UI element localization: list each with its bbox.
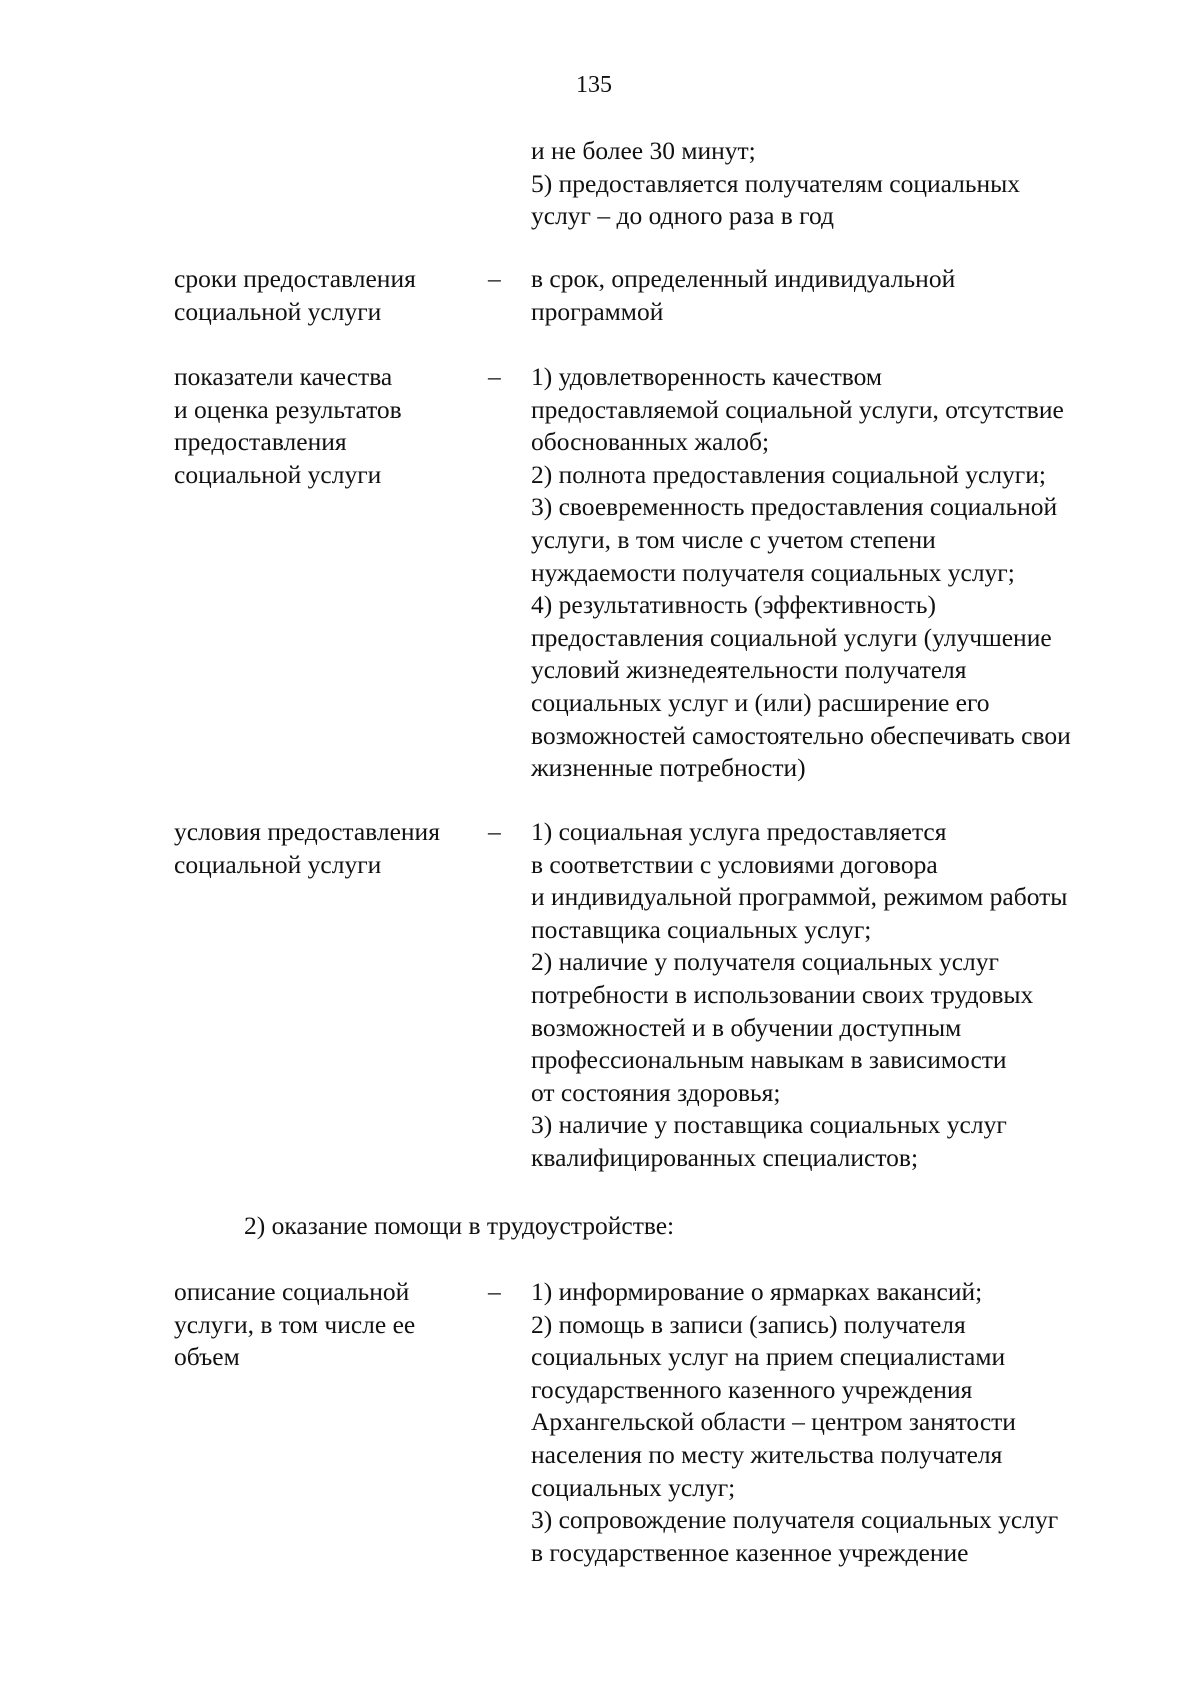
- text-line: социальных услуг на прием специалистами: [531, 1342, 1006, 1372]
- text-line: от состояния здоровья;: [531, 1077, 781, 1107]
- text-line: 1) удовлетворенность качеством: [531, 362, 883, 391]
- text-line: показатели качества: [174, 362, 393, 391]
- text-line: возможностей и в обучении доступным: [531, 1012, 962, 1042]
- entry-dash: –: [488, 1277, 501, 1306]
- entry-label: [174, 263, 474, 328]
- text-line: обоснованных жалоб;: [531, 427, 770, 457]
- text-line: нуждаемости получателя социальных услуг;: [531, 557, 1015, 587]
- text-line: программой: [531, 296, 664, 326]
- text-line: предоставления социальной услуги (улучшение: [531, 622, 1052, 652]
- text-line: Архангельской области – центром занятости: [531, 1407, 1016, 1437]
- text-line: в соответствии с условиями договора: [531, 849, 938, 879]
- text-line: 3) сопровождение получателя социальных услуг: [531, 1505, 1059, 1535]
- entry-label: [174, 1276, 474, 1374]
- text-line: услуги, в том числе ее: [174, 1309, 416, 1339]
- text-line: социальной услуги: [174, 849, 382, 879]
- text-line: государственного казенного учреждения: [531, 1374, 973, 1404]
- text-line: социальных услуг и (или) расширение его: [531, 687, 990, 717]
- entry-dash: –: [488, 817, 501, 846]
- text-line: профессиональным навыкам в зависимости: [531, 1045, 1007, 1075]
- section-subheading: 2) оказание помощи в трудоустройстве:: [244, 1211, 675, 1240]
- text-line: условия предоставления: [174, 817, 440, 846]
- text-line: социальной услуги: [174, 459, 382, 489]
- entry-label: [174, 816, 474, 881]
- entry-dash: –: [488, 264, 501, 293]
- text-line: в государственное казенное учреждение: [531, 1537, 969, 1567]
- text-line: описание социальной: [174, 1277, 410, 1306]
- text-line: 1) информирование о ярмарках вакансий;: [531, 1277, 983, 1306]
- text-line: потребности в использовании своих трудовых: [531, 979, 1034, 1009]
- text-line: 3) своевременность предоставления социальной: [531, 492, 1058, 522]
- entry-value: [531, 263, 1151, 328]
- entry-value: [531, 1276, 1151, 1569]
- text-line: предоставления: [174, 427, 347, 457]
- text-line: сроки предоставления: [174, 264, 416, 293]
- entry-value: [531, 816, 1151, 1175]
- text-line: условий жизнедеятельности получателя: [531, 655, 967, 685]
- text-line: 2) помощь в записи (запись) получателя: [531, 1309, 966, 1339]
- text-line: социальных услуг;: [531, 1472, 736, 1502]
- entry-dash: –: [488, 362, 501, 391]
- text-line: 4) результативность (эффективность): [531, 590, 936, 620]
- text-line: услуги, в том числе с учетом степени: [531, 524, 936, 554]
- text-line: объем: [174, 1342, 240, 1372]
- text-line: и не более 30 минут;: [531, 136, 756, 165]
- text-line: услуг – до одного раза в год: [531, 201, 834, 231]
- text-line: жизненные потребности): [531, 753, 806, 783]
- text-line: возможностей самостоятельно обеспечивать свои: [531, 720, 1071, 750]
- text-line: 5) предоставляется получателям социальных: [531, 168, 1021, 198]
- text-line: 2) наличие у получателя социальных услуг: [531, 947, 999, 977]
- entry-label: [174, 361, 474, 491]
- text-line: населения по месту жительства получателя: [531, 1439, 1003, 1469]
- text-line: 1) социальная услуга предоставляется: [531, 817, 947, 846]
- text-line: в срок, определенный индивидуальной: [531, 264, 956, 293]
- text-line: предоставляемой социальной услуги, отсутствие: [531, 394, 1064, 424]
- entry-value: [531, 361, 1151, 785]
- text-line: и индивидуальной программой, режимом работы: [531, 882, 1068, 912]
- text-line: и оценка результатов: [174, 394, 402, 424]
- page-number: 135: [576, 72, 612, 98]
- text-line: 2) полнота предоставления социальной услуги;: [531, 459, 1046, 489]
- text-line: поставщика социальных услуг;: [531, 914, 872, 944]
- text-line: социальной услуги: [174, 296, 382, 326]
- continuation-text: [531, 135, 1151, 233]
- text-line: квалифицированных специалистов;: [531, 1142, 919, 1172]
- text-line: 3) наличие у поставщика социальных услуг: [531, 1110, 1007, 1140]
